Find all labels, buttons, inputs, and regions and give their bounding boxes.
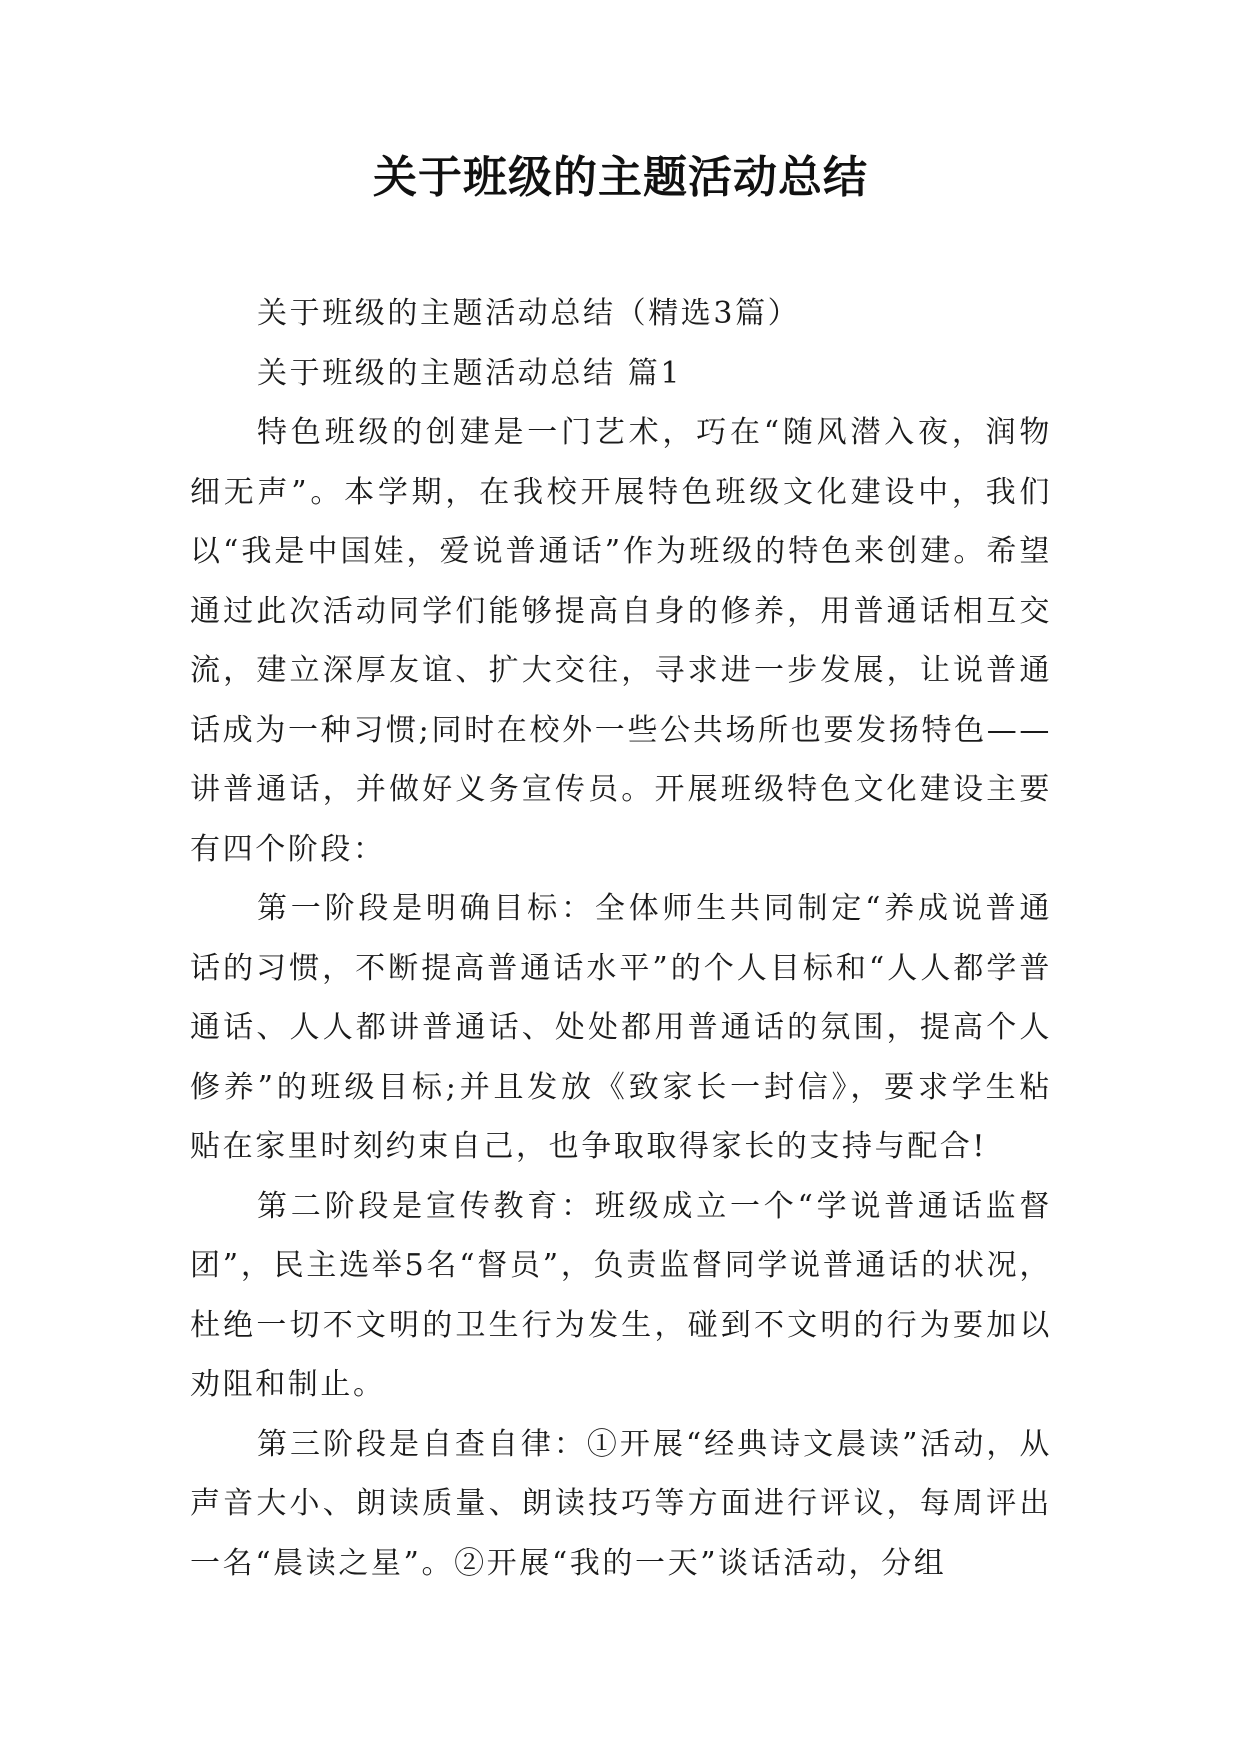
body-paragraph: 第三阶段是自查自律：①开展“经典诗文晨读”活动，从声音大小、朗读质量、朗读技巧等方面进行评议，每周评出一名“晨读之星”。②开展“我的一天”谈话活动，分组 bbox=[190, 1426, 1052, 1581]
body-paragraph: 第一阶段是明确目标：全体师生共同制定“养成说普通话的习惯，不断提高普通话水平”的个人目标和“人人都学普通话、人人都讲普通话、处处都用普通话的氛围，提高个人修养”的班级目标;并且发放《致家长一封信》，要求学生粘贴在家里时刻约束自己，也争取取得家长的支持与配合! bbox=[190, 891, 1052, 1164]
document-body bbox=[190, 284, 1052, 1593]
section-heading: 关于班级的主题活动总结 篇1 bbox=[257, 355, 683, 391]
document-title: 关于班级的主题活动总结 bbox=[373, 152, 868, 203]
body-paragraph: 第二阶段是宣传教育：班级成立一个“学说普通话监督团”，民主选举5名“督员”，负责监督同学说普通话的状况，杜绝一切不文明的卫生行为发生，碰到不文明的行为要加以劝阻和制止。 bbox=[190, 1188, 1052, 1402]
subtitle-paragraph: 关于班级的主题活动总结（精选3篇） bbox=[257, 296, 801, 331]
body-paragraph: 特色班级的创建是一门艺术，巧在“随风潜入夜，润物细无声”。本学期，在我校开展特色班级文化建设中，我们以“我是中国娃，爱说普通话”作为班级的特色来创建。希望通过此次活动同学们能够提高自身的修养，用普通话相互交流，建立深厚友谊、扩大交往，寻求进一步发展，让说普通话成为一种习惯;同时在校外一些公共场所也要发扬特色——讲普通话，并做好义务宣传员。开展班级特色文化建设主要有四个阶段： bbox=[190, 415, 1052, 867]
